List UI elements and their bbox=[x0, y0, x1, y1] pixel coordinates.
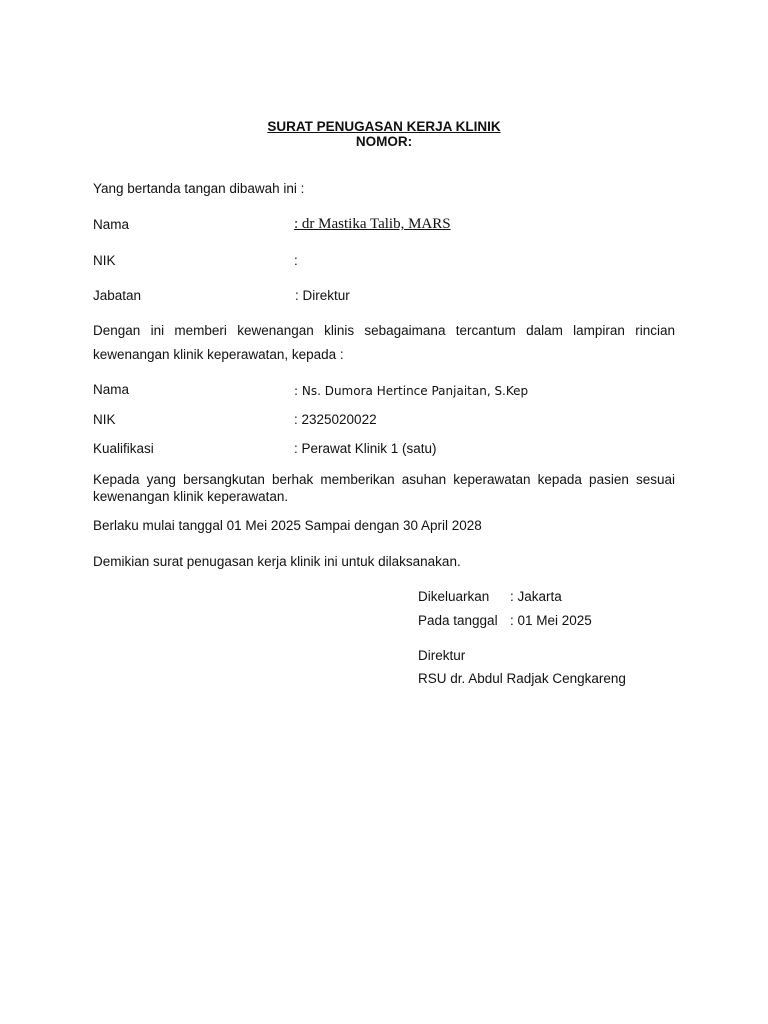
intro-text: Yang bertanda tangan dibawah ini : bbox=[93, 181, 305, 196]
recipient-nik-value: : 2325020022 bbox=[294, 412, 377, 427]
signer-position-label: Jabatan bbox=[93, 288, 142, 303]
signer-name-label: Nama bbox=[93, 217, 130, 232]
closing-text: Demikian surat penugasan kerja klinik ini untuk dilaksanakan. bbox=[93, 554, 461, 569]
rights-text-line-2: kewenangan klinik keperawatan. bbox=[93, 489, 289, 504]
issued-place-value: : Jakarta bbox=[510, 589, 562, 604]
signer-nik-value: : bbox=[294, 253, 298, 268]
recipient-qualification-label: Kualifikasi bbox=[93, 441, 154, 456]
recipient-name-label: Nama bbox=[93, 382, 130, 397]
rights-text-line-1: Kepada yang bersangkutan berhak memberikan asuhan keperawatan kepada pasien sesuai bbox=[93, 472, 675, 487]
institution-name: RSU dr. Abdul Radjak Cengkareng bbox=[418, 671, 626, 686]
signer-name-value: : dr Mastika Talib, MARS bbox=[294, 216, 451, 232]
issued-place-label: Dikeluarkan bbox=[418, 589, 490, 604]
recipient-name-value: : Ns. Dumora Hertince Panjaitan, S.Kep bbox=[294, 384, 529, 398]
recipient-qualification-value: : Perawat Klinik 1 (satu) bbox=[294, 441, 437, 456]
signer-nik-label: NIK bbox=[93, 253, 116, 268]
issued-date-value: : 01 Mei 2025 bbox=[510, 613, 592, 628]
authority-text-line-1: Dengan ini memberi kewenangan klinis sebagaimana tercantum dalam lampiran rincian bbox=[93, 323, 675, 338]
issued-date-label: Pada tanggal bbox=[418, 613, 498, 628]
validity-text: Berlaku mulai tanggal 01 Mei 2025 Sampai dengan 30 April 2028 bbox=[93, 518, 482, 533]
signatory-title: Direktur bbox=[418, 648, 466, 663]
authority-text-line-2: kewenangan klinik keperawatan, kepada : bbox=[93, 347, 344, 362]
signer-position-value: : Direktur bbox=[295, 288, 350, 303]
document-title: SURAT PENUGASAN KERJA KLINIK bbox=[267, 119, 501, 134]
recipient-nik-label: NIK bbox=[93, 412, 116, 427]
document-number-label: NOMOR: bbox=[355, 134, 413, 149]
